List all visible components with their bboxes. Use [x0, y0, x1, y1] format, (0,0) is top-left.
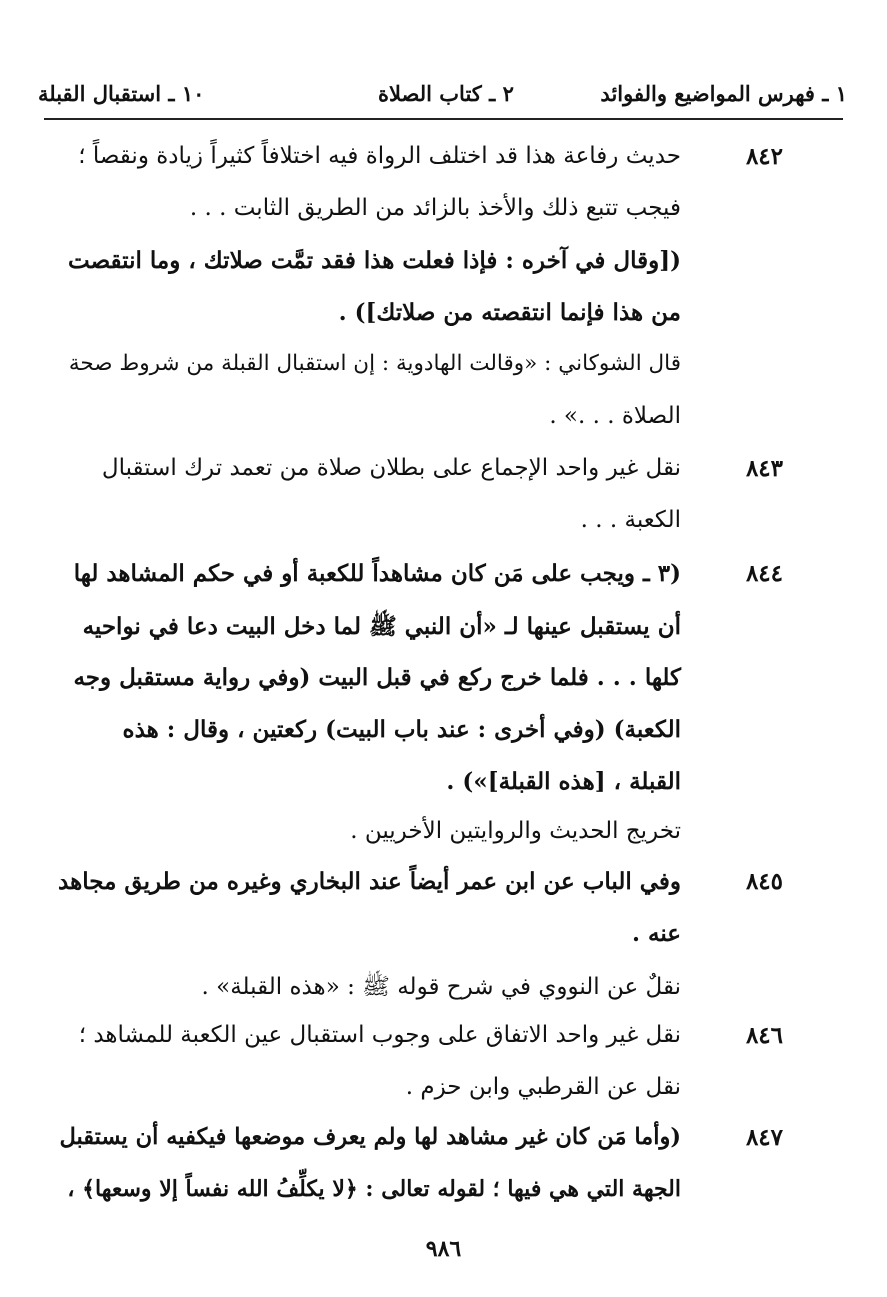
entry-line: تخريج الحديث والروايتين الأخريين .	[350, 818, 681, 844]
entry-line: نقل غير واحد الاتفاق على وجوب استقبال عين الكعبة للمشاهد ؛	[78, 1022, 681, 1048]
entry-line: الكعبة) (وفي أخرى : عند باب البيت) ركعتين ، وقال : هذه	[122, 716, 681, 743]
entry-line: نقلٌ عن النووي في شرح قوله ﷺ : «هذه القبلة» .	[201, 974, 681, 1000]
page-number: ٩٨٦	[425, 1236, 462, 1262]
entry-line: الصلاة . . .» .	[549, 403, 681, 429]
entry-line: القبلة ، [هذه القبلة]») .	[446, 768, 681, 795]
entry-line: أن يستقبل عينها لـ «أن النبي ﷺ لما دخل البيت دعا في نواحيه	[82, 613, 681, 640]
entry-number: ٨٤٦	[745, 1022, 783, 1049]
entry-line: (وأما مَن كان غير مشاهد لها ولم يعرف موضعها فيكفيه أن يستقبل	[59, 1124, 681, 1150]
entry-number: ٨٤٧	[745, 1124, 783, 1151]
header-rule	[44, 118, 843, 120]
header-book-title: ٢ ـ كتاب الصلاة	[378, 81, 514, 106]
entry-line: من هذا فإنما انتقصته من صلاتك]) .	[338, 299, 681, 326]
header-index-title: ١ ـ فهرس المواضيع والفوائد	[600, 81, 847, 106]
entry-line: ([وقال في آخره : فإذا فعلت هذا فقد تمَّت صلاتك ، وما انتقصت	[68, 247, 681, 274]
entry-line: (٣ ـ ويجب على مَن كان مشاهداً للكعبة أو في حكم المشاهد لها	[73, 560, 681, 587]
entry-line: نقل عن القرطبي وابن حزم .	[405, 1074, 681, 1100]
entry-line: كلها . . . فلما خرج ركع في قبل البيت (وفي رواية مستقبل وجه	[73, 664, 681, 691]
entry-line: الكعبة . . .	[580, 507, 681, 533]
entry-line: عنه .	[631, 920, 681, 947]
entry-number: ٨٤٢	[745, 143, 783, 170]
entry-number: ٨٤٥	[745, 868, 783, 895]
entry-number: ٨٤٣	[745, 455, 783, 482]
entry-line: وفي الباب عن ابن عمر أيضاً عند البخاري وغيره من طريق مجاهد	[58, 868, 681, 895]
running-header	[38, 74, 847, 114]
entry-line: نقل غير واحد الإجماع على بطلان صلاة من تعمد ترك استقبال	[101, 455, 681, 481]
entry-number: ٨٤٤	[745, 560, 783, 587]
entry-line: حديث رفاعة هذا قد اختلف الرواة فيه اختلافاً كثيراً زيادة ونقصاً ؛	[78, 143, 681, 169]
header-chapter-title: ١٠ ـ استقبال القبلة	[38, 81, 205, 106]
entry-line: الجهة التي هي فيها ؛ لقوله تعالى : ﴿لا يكلِّفُ الله نفساً إلا وسعها﴾ ،	[67, 1176, 681, 1202]
entry-line: قال الشوكاني : «وقالت الهادوية : إن استقبال القبلة من شروط صحة	[68, 351, 681, 376]
entry-line: فيجب تتبع ذلك والأخذ بالزائد من الطريق الثابت . . .	[189, 195, 681, 221]
